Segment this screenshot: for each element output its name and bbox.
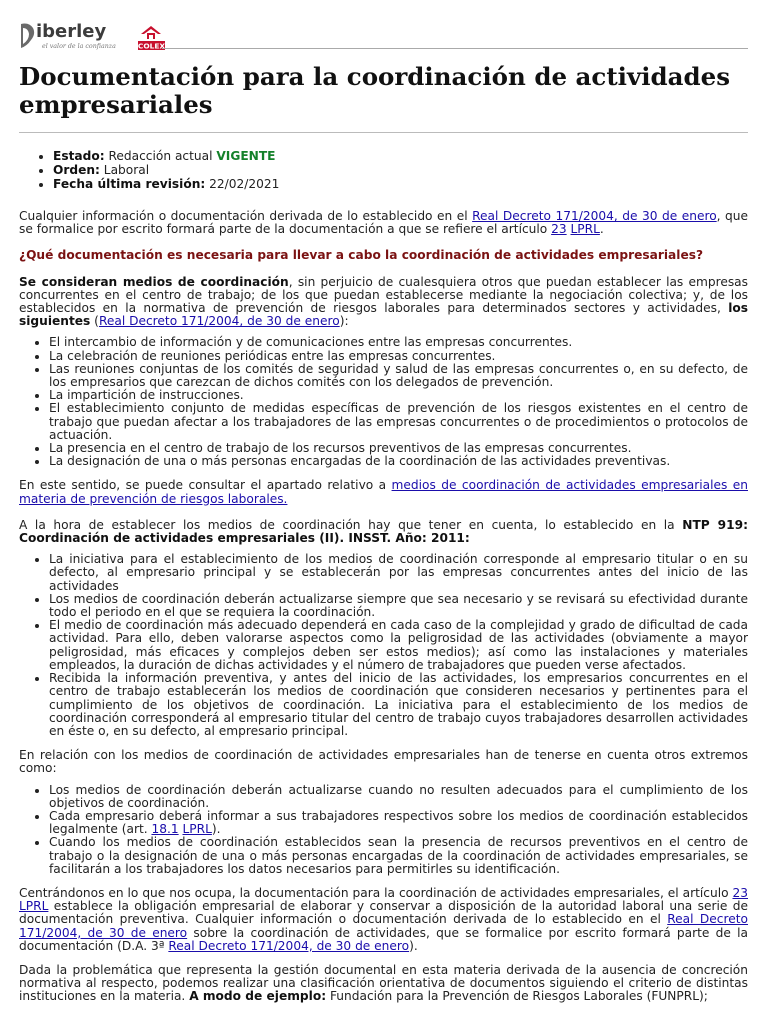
list-item: • La designación de una o más personas encargadas de la coordinación de las actividades preventivas.: [49, 455, 748, 468]
meta-estado: • Estado: Redacción actual VIGENTE: [53, 149, 748, 163]
list-item: • La impartición de instrucciones.: [49, 389, 748, 402]
list-item: • La iniciativa para el establecimiento de los medios de coordinación corresponde al empresario titular o en su defecto, al empresario principal y se establecerán por las empresas concurrentes antes del inicio de las actividades: [49, 553, 748, 593]
section-question: ¿Qué documentación es necesaria para llevar a cabo la coordinación de actividades empresariales?: [19, 248, 704, 263]
header-divider: [162, 48, 748, 49]
list-item: • Las reuniones conjuntas de los comités de seguridad y salud de las empresas concurrentes o, en su defecto, de los empresarios que carezcan de dichos comités con los delegados de prevención.: [49, 363, 748, 389]
list-item: • Cuando los medios de coordinación establecidos sean la presencia de recursos preventivos en el centro de trabajo o la designación de una o más personas encargadas de la coordinación de actividades empresariales, se facilitarán a los trabajadores los datos necesarios para permitirles su identificación.: [49, 836, 748, 876]
list-item: • Los medios de coordinación deberán actualizarse siempre que sea necesario y se revisará su efectividad durante todo el periodo en el que se requiera la coordinación.: [49, 593, 748, 619]
link-lprl[interactable]: LPRL: [19, 899, 49, 914]
list-item: • El establecimiento conjunto de medidas específicas de prevención de los riesgos existentes en el centro de trabajo que puedan afectar a los trabajadores de las empresas concurrentes o de procedimientos o protocolos de actuación.: [49, 402, 748, 442]
link-rd-171-2004[interactable]: Real Decreto 171/2004, de 30 de enero: [168, 938, 410, 953]
list-item: • Los medios de coordinación deberán actualizarse cuando no resulten adecuados para el cumplimiento de los objetivos de coordinación.: [49, 784, 748, 810]
link-art-23[interactable]: 23: [732, 885, 748, 900]
paragraph-extremos: En relación con los medios de coordinación de actividades empresariales han de tenerse en cuenta otros extremos como:: [19, 748, 748, 776]
list-item: • La presencia en el centro de trabajo de los recursos preventivos de las empresas concurrentes.: [49, 442, 748, 455]
link-art-18-1[interactable]: 18.1: [151, 822, 179, 837]
list-item: • El medio de coordinación más adecuado dependerá en cada caso de la complejidad y grado de dificultad de cada actividad. Para ello, deben valorarse aspectos como la peligrosidad de las actividades (obviamente a mayor peligrosidad, más eficaces y complejos deben ser estos medios); así como las instalaciones y materiales empleados, la duración de dichas actividades y el número de trabajadores que pueden verse afectados.: [49, 619, 748, 672]
status-badge: VIGENTE: [216, 149, 276, 163]
list-medios: [19, 336, 748, 468]
list-item: • El intercambio de información y de comunicaciones entre las empresas concurrentes.: [49, 336, 748, 349]
article: [0, 63, 768, 1004]
list-item: • Recibida la información preventiva, y antes del inicio de las actividades, los empresarios concurrentes en el centro de trabajo establecerán los medios de coordinación que consideren necesarios y pertinentes para el cumplimiento de los objetivos de coordinación. La iniciativa para el establecimiento de los medios de coordinación corresponderá al empresario titular del centro de trabajo cuyos trabajadores desarrollen actividades en éste o, en su defecto, al empresario principal.: [49, 672, 748, 738]
link-lprl[interactable]: LPRL: [570, 222, 600, 237]
link-art-23[interactable]: 23: [551, 222, 567, 237]
meta-fecha: • Fecha última revisión: 22/02/2021: [53, 177, 748, 191]
title-divider: [19, 132, 748, 133]
paragraph-intro: Cualquier información o documentación derivada de lo establecido en el Real Decreto 171/2004, de 30 de enero, que se formalice por escrito formará parte de la documentación a que se refiere el artículo 23 LPRL.: [19, 209, 748, 237]
logo-tagline: el valor de la confianza: [42, 43, 116, 50]
paragraph-documentacion: Centrándonos en lo que nos ocupa, la documentación para la coordinación de actividades empresariales, el artículo 23 LPRL establece la obligación empresarial de elaborar y conservar a disposición de la autoridad laboral una serie de documentación preventiva. Cualquier información o documentación derivada de lo establecido en el Real Decreto 171/2004, de 30 de enero sobre la coordinación de actividades, que se formalice por escrito formará parte de la documentación (D.A. 3ª Real Decreto 171/2004, de 30 de enero).: [19, 885, 749, 953]
logo-brand-text: iberley: [36, 21, 107, 42]
paragraph-consultar: En este sentido, se puede consultar el apartado relativo a medios de coordinación de actividades empresariales en materia de prevención de riesgos laborales.: [19, 478, 748, 506]
colex-roof-icon: [141, 26, 161, 34]
list-extremos: [19, 784, 748, 876]
list-ntp: [19, 553, 748, 738]
page-title: Documentación para la coordinación de actividades empresariales: [19, 62, 731, 119]
link-lprl[interactable]: LPRL: [182, 822, 212, 837]
paragraph-problematica: Dada la problemática que representa la gestión documental en esta materia derivada de la ausencia de concreción normativa al respecto, podemos realizar una clasificación orientativa de documentos siguiendo el criterio de distintas instituciones en la materia. A modo de ejemplo: Fundación para la Prevención de Riesgos Laborales (FUNPRL);: [19, 962, 748, 1004]
paragraph-ntp: A la hora de establecer los medios de coordinación hay que tener en cuenta, lo establecido en la NTP 919: Coordinación de actividades empresariales (II). INSST. Año: 2011:: [19, 517, 748, 546]
link-rd-171-2004[interactable]: Real Decreto 171/2004, de 30 de enero: [472, 209, 717, 223]
document-meta: [19, 149, 748, 191]
link-rd-171-2004[interactable]: Real Decreto 171/2004, de 30 de enero: [98, 314, 340, 329]
list-item: • Cada empresario deberá informar a sus trabajadores respectivos sobre los medios de coordinación establecidos legalmente (art. 18.1 LPRL).: [49, 810, 748, 836]
link-rd-171-2004[interactable]: Real Decreto 171/2004, de 30 de enero: [19, 912, 748, 940]
meta-orden: • Orden: Laboral: [53, 163, 748, 177]
link-medios-coordinacion[interactable]: medios de coordinación de actividades empresariales en materia de prevención de riesgos laborales.: [19, 478, 748, 506]
site-header: [0, 0, 768, 50]
paragraph-medios: Se consideran medios de coordinación, sin perjuicio de cualesquiera otros que puedan establecer las empresas concurrentes en el centro de trabajo; de los que puedan establecerse mediante la negociación colectiva; y, de los establecidos en la normativa de prevención de riesgos laborales para determinados sectores y actividades, los siguientes (Real Decreto 171/2004, de 30 de enero):: [19, 274, 749, 329]
list-item: • La celebración de reuniones periódicas entre las empresas concurrentes.: [49, 350, 748, 363]
iberley-logo[interactable]: [19, 20, 165, 52]
colex-text: COLEX: [137, 41, 165, 51]
